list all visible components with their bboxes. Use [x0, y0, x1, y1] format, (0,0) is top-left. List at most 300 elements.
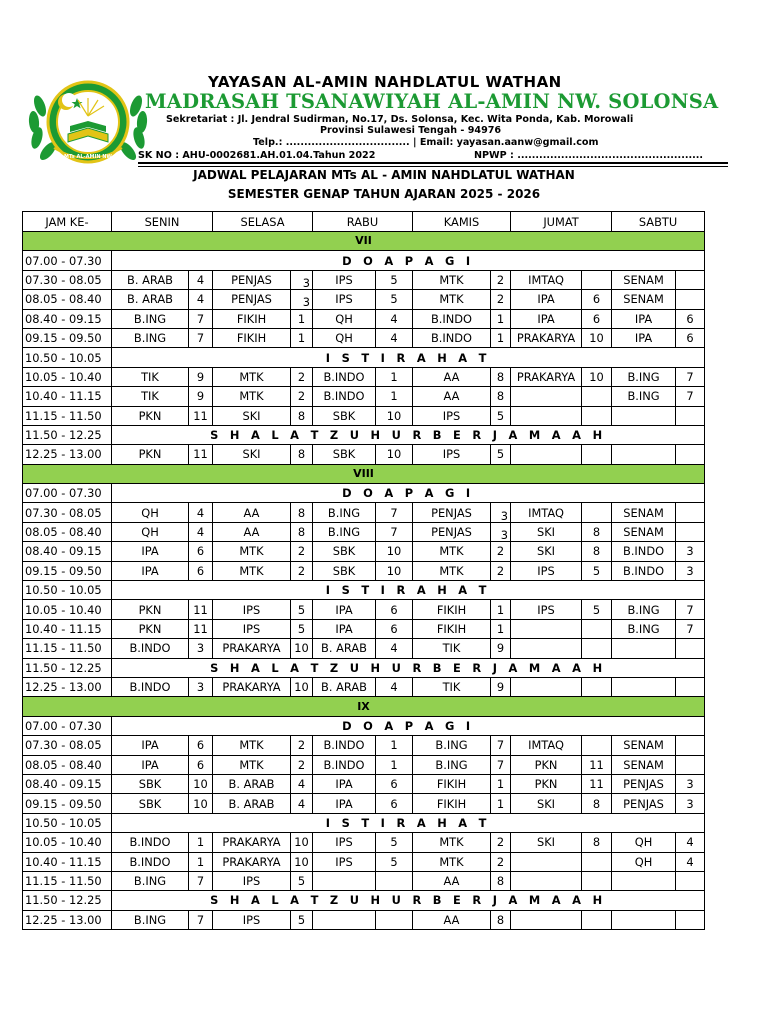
table-row [23, 677, 705, 696]
teacher-code: 3 [500, 528, 509, 542]
teacher-code-cell: 4 [376, 677, 413, 696]
event-row [23, 891, 705, 910]
time-slot: 10.40 - 11.15 [23, 852, 112, 871]
subject-cell: IPS [213, 600, 291, 619]
table-row [23, 794, 705, 813]
subject-cell: IPS [313, 290, 376, 309]
teacher-code-cell [376, 871, 413, 890]
time-slot: 08.40 - 09.15 [23, 309, 112, 328]
event-label: S H A L A T Z U H U R B E R J A M A A H [112, 425, 705, 444]
subject-cell: IMTAQ [511, 736, 582, 755]
teacher-code-cell: 2 [491, 290, 511, 309]
teacher-code-cell: 1 [376, 387, 413, 406]
subject-cell [612, 639, 676, 658]
teacher-code-cell [582, 406, 612, 425]
teacher-code-cell: 7 [676, 600, 705, 619]
subject-cell: IMTAQ [511, 270, 582, 289]
document-title: JADWAL PELAJARAN MTs AL - AMIN NAHDLATUL WATHAN [193, 168, 575, 182]
subject-cell: PKN [112, 619, 189, 638]
subject-cell: PKN [511, 755, 582, 774]
subject-cell: QH [612, 852, 676, 871]
teacher-code-cell [582, 677, 612, 696]
time-slot: 10.05 - 10.40 [23, 600, 112, 619]
subject-cell: B.ING [612, 367, 676, 386]
teacher-code-cell [582, 639, 612, 658]
teacher-code-cell: 5 [376, 270, 413, 289]
subject-cell: PRAKARYA [213, 833, 291, 852]
subject-cell: IPS [313, 833, 376, 852]
teacher-code: 3 [302, 295, 310, 310]
subject-cell: AA [413, 871, 491, 890]
table-row [23, 755, 705, 774]
subject-cell: PKN [511, 774, 582, 793]
subject-cell [612, 677, 676, 696]
teacher-code-cell: 6 [376, 619, 413, 638]
time-slot: 08.40 - 09.15 [23, 542, 112, 561]
time-slot: 07.00 - 07.30 [23, 716, 112, 735]
subject-cell: B.ING [612, 387, 676, 406]
subject-cell [511, 639, 582, 658]
teacher-code-cell: 1 [491, 600, 511, 619]
subject-cell: IPA [112, 542, 189, 561]
teacher-code-cell: 2 [491, 270, 511, 289]
subject-cell: MTK [413, 290, 491, 309]
subject-cell: SENAM [612, 755, 676, 774]
subject-cell: AA [213, 522, 291, 541]
teacher-code-cell [291, 270, 313, 289]
teacher-code-cell: 6 [189, 755, 213, 774]
teacher-code-cell: 5 [376, 833, 413, 852]
subject-cell [511, 445, 582, 464]
subject-cell: IPS [413, 445, 491, 464]
teacher-code-cell: 4 [676, 852, 705, 871]
teacher-code-cell: 8 [582, 522, 612, 541]
subject-cell: TIK [413, 677, 491, 696]
event-row [23, 348, 705, 367]
subject-cell: PRAKARYA [511, 367, 582, 386]
subject-cell: B.INDO [313, 736, 376, 755]
event-label: S H A L A T Z U H U R B E R J A M A A H [112, 891, 705, 910]
document-subtitle: SEMESTER GENAP TAHUN AJARAN 2025 - 2026 [227, 187, 541, 201]
time-slot: 11.50 - 12.25 [23, 658, 112, 677]
table-row [23, 561, 705, 580]
teacher-code-cell: 2 [491, 561, 511, 580]
teacher-code-cell [582, 736, 612, 755]
teacher-code-cell: 6 [676, 328, 705, 347]
table-row [23, 852, 705, 871]
subject-cell: QH [313, 328, 376, 347]
teacher-code-cell: 10 [376, 406, 413, 425]
schedule-body [23, 232, 705, 930]
teacher-code-cell: 1 [491, 794, 511, 813]
subject-cell: B.INDO [112, 833, 189, 852]
class-section-row [23, 232, 705, 251]
event-row [23, 484, 705, 503]
subject-cell [612, 445, 676, 464]
subject-cell [511, 619, 582, 638]
subject-cell: FIKIH [413, 619, 491, 638]
table-row [23, 833, 705, 852]
teacher-code-cell: 9 [491, 639, 511, 658]
teacher-code-cell: 8 [582, 833, 612, 852]
subject-cell: IPA [313, 794, 376, 813]
subject-cell: B.INDO [612, 561, 676, 580]
class-label: VIII [23, 464, 705, 483]
school-address: Sekretariat : Jl. Jendral Sudirman, No.17, Ds. Solonsa, Kec. Wita Ponda, Kab. Morowali [166, 114, 634, 125]
subject-cell: SBK [112, 774, 189, 793]
table-row [23, 910, 705, 929]
time-slot: 12.25 - 13.00 [23, 910, 112, 929]
teacher-code-cell: 9 [189, 367, 213, 386]
table-row [23, 503, 705, 522]
teacher-code-cell: 7 [189, 871, 213, 890]
subject-cell: B.INDO [112, 639, 189, 658]
time-slot: 10.50 - 10.05 [23, 348, 112, 367]
teacher-code-cell: 11 [189, 406, 213, 425]
subject-cell [612, 871, 676, 890]
time-slot: 07.00 - 07.30 [23, 484, 112, 503]
teacher-code-cell: 3 [189, 677, 213, 696]
teacher-code-cell: 11 [189, 600, 213, 619]
event-row [23, 813, 705, 832]
teacher-code-cell [376, 910, 413, 929]
teacher-code-cell: 2 [291, 755, 313, 774]
subject-cell: IPS [313, 270, 376, 289]
table-row [23, 522, 705, 541]
subject-cell: SKI [213, 445, 291, 464]
table-row [23, 290, 705, 309]
subject-cell: MTK [213, 542, 291, 561]
teacher-code-cell: 2 [491, 542, 511, 561]
teacher-code-cell [291, 290, 313, 309]
subject-cell [511, 406, 582, 425]
subject-cell: SENAM [612, 290, 676, 309]
subject-cell: B.INDO [112, 677, 189, 696]
teacher-code-cell: 7 [676, 387, 705, 406]
subject-cell: SENAM [612, 736, 676, 755]
subject-cell: B.ING [112, 328, 189, 347]
time-slot: 07.30 - 08.05 [23, 736, 112, 755]
subject-cell: MTK [213, 387, 291, 406]
time-slot: 10.50 - 10.05 [23, 581, 112, 600]
class-section-row [23, 697, 705, 716]
column-header-senin: SENIN [112, 212, 213, 232]
subject-cell: TIK [112, 367, 189, 386]
teacher-code-cell: 6 [376, 774, 413, 793]
subject-cell: SBK [313, 542, 376, 561]
subject-cell [313, 871, 376, 890]
teacher-code-cell: 11 [582, 755, 612, 774]
teacher-code-cell [676, 522, 705, 541]
subject-cell: QH [112, 522, 189, 541]
teacher-code-cell: 6 [582, 309, 612, 328]
teacher-code-cell [491, 522, 511, 541]
subject-cell: FIKIH [413, 600, 491, 619]
column-header-selasa: SELASA [213, 212, 313, 232]
teacher-code-cell [676, 639, 705, 658]
event-label: I S T I R A H A T [112, 581, 705, 600]
teacher-code-cell [582, 910, 612, 929]
subject-cell: IPS [313, 852, 376, 871]
letterhead-divider-thin [138, 166, 728, 167]
teacher-code-cell [491, 503, 511, 522]
subject-cell: IPA [511, 309, 582, 328]
subject-cell: B. ARAB [213, 774, 291, 793]
subject-cell: TIK [413, 639, 491, 658]
subject-cell: IPA [313, 600, 376, 619]
subject-cell: AA [413, 367, 491, 386]
teacher-code-cell: 11 [189, 445, 213, 464]
teacher-code-cell: 9 [189, 387, 213, 406]
subject-cell: B.INDO [413, 309, 491, 328]
teacher-code-cell [676, 290, 705, 309]
teacher-code-cell: 2 [291, 387, 313, 406]
teacher-code-cell: 8 [582, 542, 612, 561]
subject-cell: MTK [213, 736, 291, 755]
teacher-code-cell: 1 [491, 774, 511, 793]
event-row [23, 658, 705, 677]
time-slot: 08.40 - 09.15 [23, 774, 112, 793]
subject-cell: PENJAS [612, 774, 676, 793]
time-slot: 09.15 - 09.50 [23, 794, 112, 813]
subject-cell: MTK [413, 833, 491, 852]
subject-cell [511, 871, 582, 890]
teacher-code-cell: 4 [189, 270, 213, 289]
school-name: MADRASAH TSANAWIYAH AL-AMIN NW. SOLONSA [145, 90, 719, 113]
time-slot: 10.40 - 11.15 [23, 619, 112, 638]
time-slot: 08.05 - 08.40 [23, 522, 112, 541]
teacher-code-cell: 7 [376, 503, 413, 522]
teacher-code-cell [676, 736, 705, 755]
subject-cell: SBK [313, 445, 376, 464]
teacher-code-cell: 1 [376, 755, 413, 774]
time-slot: 07.30 - 08.05 [23, 503, 112, 522]
subject-cell: B.ING [313, 522, 376, 541]
teacher-code-cell: 2 [491, 852, 511, 871]
teacher-code-cell: 4 [189, 290, 213, 309]
subject-cell: PKN [112, 600, 189, 619]
teacher-code-cell [582, 852, 612, 871]
teacher-code-cell: 3 [189, 639, 213, 658]
subject-cell: B.INDO [313, 367, 376, 386]
teacher-code-cell: 10 [376, 542, 413, 561]
subject-cell: IMTAQ [511, 503, 582, 522]
subject-cell: MTK [413, 270, 491, 289]
time-slot: 10.40 - 11.15 [23, 387, 112, 406]
teacher-code-cell: 7 [189, 328, 213, 347]
table-row [23, 270, 705, 289]
teacher-code-cell: 5 [291, 600, 313, 619]
teacher-code-cell: 3 [676, 794, 705, 813]
subject-cell: MTK [413, 561, 491, 580]
teacher-code-cell: 10 [291, 833, 313, 852]
teacher-code-cell: 5 [376, 852, 413, 871]
teacher-code-cell [582, 503, 612, 522]
subject-cell: IPS [511, 600, 582, 619]
teacher-code-cell [582, 387, 612, 406]
time-slot: 09.15 - 09.50 [23, 328, 112, 347]
subject-cell: PENJAS [413, 522, 491, 541]
svg-text:MTs AL-AMIN NW: MTs AL-AMIN NW [64, 154, 112, 160]
teacher-code-cell: 7 [676, 619, 705, 638]
subject-cell: B.ING [313, 503, 376, 522]
class-section-row [23, 464, 705, 483]
subject-cell: MTK [413, 542, 491, 561]
subject-cell: PENJAS [612, 794, 676, 813]
table-row [23, 639, 705, 658]
teacher-code-cell: 7 [491, 736, 511, 755]
teacher-code-cell [676, 677, 705, 696]
subject-cell: IPA [112, 755, 189, 774]
schedule-table [22, 211, 705, 930]
time-slot: 07.30 - 08.05 [23, 270, 112, 289]
table-row [23, 774, 705, 793]
teacher-code-cell: 1 [376, 367, 413, 386]
teacher-code-cell: 5 [582, 600, 612, 619]
subject-cell: B.ING [413, 736, 491, 755]
time-slot: 11.15 - 11.50 [23, 406, 112, 425]
table-row [23, 600, 705, 619]
subject-cell: B.ING [413, 755, 491, 774]
time-slot: 10.05 - 10.40 [23, 367, 112, 386]
event-label: I S T I R A H A T [112, 348, 705, 367]
subject-cell: FIKIH [413, 774, 491, 793]
teacher-code-cell: 6 [676, 309, 705, 328]
column-header-jam: JAM KE- [23, 212, 112, 232]
event-label: D O A P A G I [112, 716, 705, 735]
teacher-code-cell: 8 [291, 445, 313, 464]
table-row [23, 619, 705, 638]
subject-cell: B.ING [112, 910, 189, 929]
teacher-code-cell: 8 [491, 910, 511, 929]
teacher-code-cell [676, 406, 705, 425]
subject-cell [511, 852, 582, 871]
subject-cell [511, 387, 582, 406]
subject-cell: B. ARAB [313, 639, 376, 658]
teacher-code-cell: 9 [491, 677, 511, 696]
teacher-code-cell: 6 [376, 794, 413, 813]
subject-cell: PKN [112, 406, 189, 425]
teacher-code-cell: 5 [491, 406, 511, 425]
teacher-code-cell: 1 [491, 619, 511, 638]
time-slot: 09.15 - 09.50 [23, 561, 112, 580]
subject-cell: IPA [612, 309, 676, 328]
teacher-code-cell: 1 [291, 328, 313, 347]
subject-cell: B.INDO [313, 755, 376, 774]
table-header-row [23, 212, 705, 232]
time-slot: 11.15 - 11.50 [23, 639, 112, 658]
subject-cell: PRAKARYA [511, 328, 582, 347]
subject-cell: SBK [112, 794, 189, 813]
table-row [23, 445, 705, 464]
teacher-code-cell: 10 [189, 774, 213, 793]
subject-cell: AA [413, 387, 491, 406]
time-slot: 10.50 - 10.05 [23, 813, 112, 832]
subject-cell: IPA [511, 290, 582, 309]
teacher-code-cell: 3 [676, 542, 705, 561]
event-row [23, 581, 705, 600]
teacher-code-cell: 7 [189, 309, 213, 328]
teacher-code-cell: 8 [291, 503, 313, 522]
subject-cell: B.INDO [112, 852, 189, 871]
teacher-code-cell: 8 [491, 871, 511, 890]
teacher-code-cell: 6 [189, 561, 213, 580]
subject-cell: B. ARAB [313, 677, 376, 696]
school-contact: Telp.: .................................. | Email: yayasan.aanw@gmail.com [253, 137, 599, 148]
time-slot: 12.25 - 13.00 [23, 677, 112, 696]
teacher-code-cell: 6 [582, 290, 612, 309]
subject-cell: IPA [313, 619, 376, 638]
time-slot: 08.05 - 08.40 [23, 755, 112, 774]
sk-number: SK NO : AHU-0002681.AH.01.04.Tahun 2022 [138, 150, 376, 161]
teacher-code-cell: 10 [189, 794, 213, 813]
subject-cell: QH [313, 309, 376, 328]
subject-cell: B.ING [112, 309, 189, 328]
subject-cell: B.INDO [612, 542, 676, 561]
subject-cell: SENAM [612, 522, 676, 541]
teacher-code-cell: 6 [189, 542, 213, 561]
subject-cell: IPS [213, 871, 291, 890]
npwp-number: NPWP : ................................................... [474, 150, 704, 161]
subject-cell: IPA [112, 736, 189, 755]
subject-cell: MTK [213, 367, 291, 386]
subject-cell [313, 910, 376, 929]
subject-cell [511, 677, 582, 696]
subject-cell: IPS [511, 561, 582, 580]
subject-cell: FIKIH [413, 794, 491, 813]
subject-cell: SKI [511, 833, 582, 852]
teacher-code-cell [582, 871, 612, 890]
table-row [23, 542, 705, 561]
subject-cell: SBK [313, 406, 376, 425]
subject-cell: TIK [112, 387, 189, 406]
subject-cell: IPA [112, 561, 189, 580]
teacher-code-cell: 4 [189, 503, 213, 522]
teacher-code-cell: 10 [291, 677, 313, 696]
teacher-code-cell: 1 [491, 328, 511, 347]
subject-cell: MTK [213, 561, 291, 580]
subject-cell: IPS [213, 910, 291, 929]
teacher-code-cell: 10 [291, 852, 313, 871]
subject-cell: AA [213, 503, 291, 522]
teacher-code-cell: 10 [376, 561, 413, 580]
teacher-code-cell: 10 [291, 639, 313, 658]
time-slot: 10.05 - 10.40 [23, 833, 112, 852]
teacher-code-cell: 3 [676, 774, 705, 793]
teacher-code-cell: 7 [189, 910, 213, 929]
event-label: D O A P A G I [112, 484, 705, 503]
table-row [23, 406, 705, 425]
column-header-sabtu: SABTU [612, 212, 705, 232]
subject-cell: SENAM [612, 270, 676, 289]
subject-cell: PRAKARYA [213, 677, 291, 696]
subject-cell: IPA [612, 328, 676, 347]
teacher-code-cell: 5 [582, 561, 612, 580]
subject-cell: B.INDO [413, 328, 491, 347]
subject-cell: SKI [511, 522, 582, 541]
teacher-code-cell: 1 [376, 736, 413, 755]
foundation-name: YAYASAN AL-AMIN NAHDLATUL WATHAN [208, 73, 562, 91]
table-row [23, 367, 705, 386]
subject-cell: PENJAS [213, 270, 291, 289]
event-label: S H A L A T Z U H U R B E R J A M A A H [112, 658, 705, 677]
teacher-code-cell [676, 755, 705, 774]
column-header-jumat: JUMAT [511, 212, 612, 232]
teacher-code-cell: 6 [189, 736, 213, 755]
subject-cell: AA [413, 910, 491, 929]
subject-cell: MTK [213, 755, 291, 774]
teacher-code-cell: 5 [291, 871, 313, 890]
